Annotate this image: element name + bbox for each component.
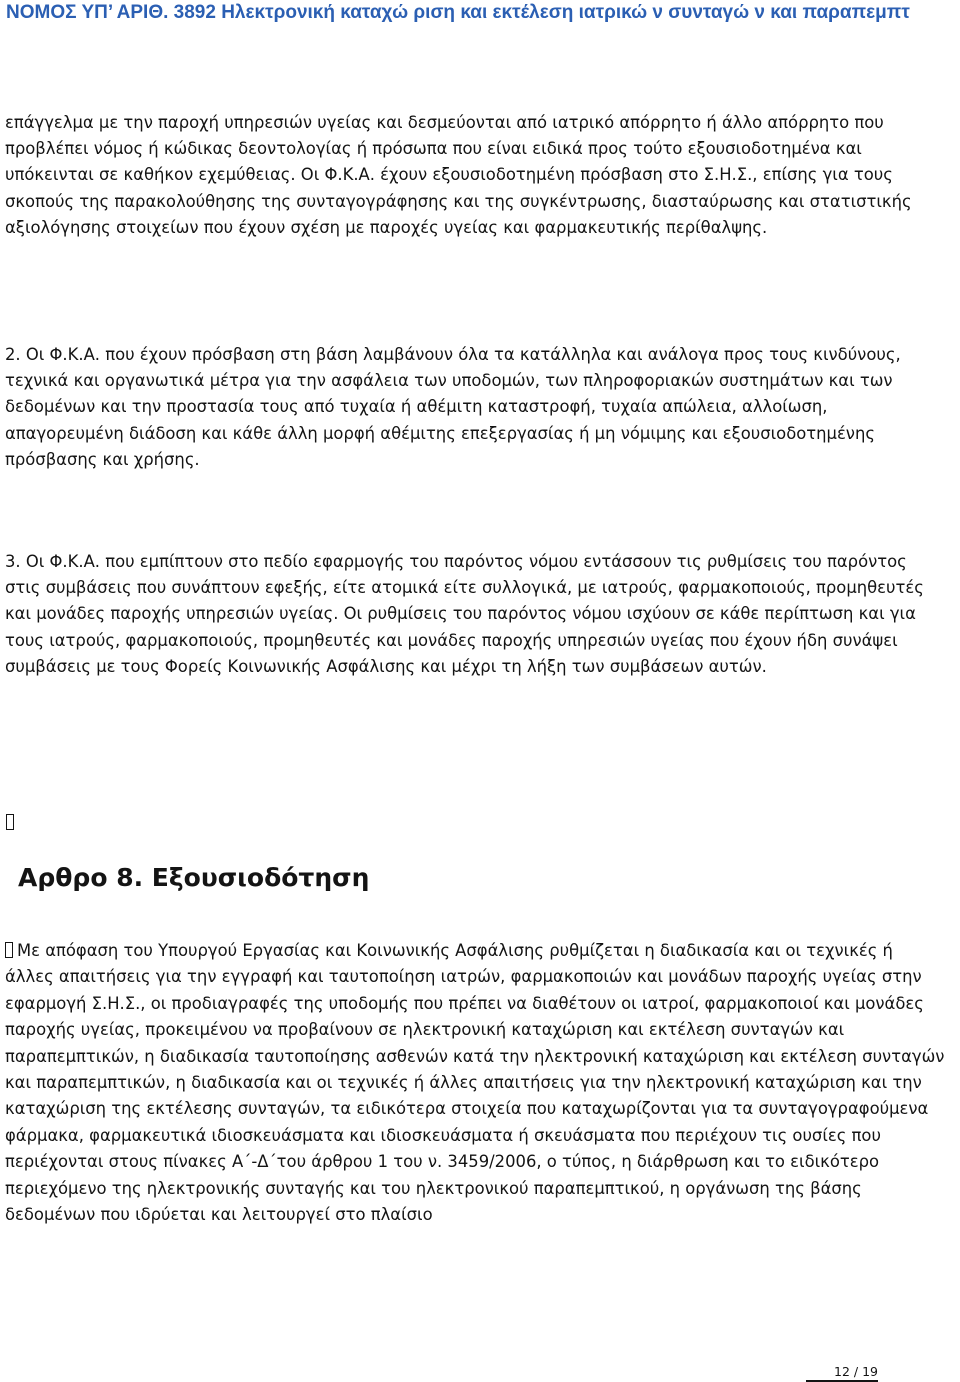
missing-glyph-icon bbox=[6, 814, 14, 830]
document-header bbox=[0, 0, 960, 26]
document-title: ΝΟΜΟΣ ΥΠ’ ΑΡΙΘ. 3892 Ηλεκτρονική καταχώ ριση και εκτέλεση ιατρικώ ν συνταγώ ν και παραπεμπτ bbox=[6, 2, 910, 23]
paragraph-2: 2. Οι Φ.Κ.Α. που έχουν πρόσβαση στη βάση λαμβάνουν όλα τα κατάλληλα και ανάλογα προς τους κινδύνους, τεχνικά και οργανωτικά μέτρα για την ασφάλεια των υποδομών, των πληροφοριακών συστημάτων και των δεδομένων και την προστασία τους από τυχαία ή αθέμιτη καταστροφή, τυχαία απώλεια, αλλοίωση, απαγορευμένη διάδοση και κάθε άλλη μορφή αθέμιτης επεξεργασίας ή μη νόμιμης και εξουσιοδοτημένης πρόσβασης και χρήσης. bbox=[5, 345, 901, 469]
article-8-paragraph bbox=[5, 938, 945, 1228]
article-heading: Αρθρο 8. Εξουσιοδότηση bbox=[18, 863, 370, 892]
paragraph-continuation: επάγγελμα με την παροχή υπηρεσιών υγείας και δεσμεύονται από ιατρικό απόρρητο ή άλλο απόρρητο που προβλέπει νόμος ή κώδικας δεοντολογίας ή πρόσωπα που είναι ειδικά προς τούτο εξουσιοδοτημένα και υπόκεινται σε καθήκον εχεμύθειας. Οι Φ.Κ.Α. έχουν εξουσιοδοτημένη πρόσβαση στο Σ.Η.Σ., επίσης για τους σκοπούς της παρακολούθησης της συνταγογράφησης και της συγκέντρωσης, διασταύρωσης και στατιστικής αξιολόγησης στοιχείων που έχουν σχέση με παροχές υγείας και φαρμακευτικής περίθαλψης. bbox=[5, 113, 912, 237]
missing-glyph-icon bbox=[5, 942, 13, 958]
page-number: 12 / 19 bbox=[834, 1364, 878, 1379]
paragraph-3: 3. Οι Φ.Κ.Α. που εμπίπτουν στο πεδίο εφαρμογής του παρόντος νόμου εντάσσουν τις ρυθμίσεις του παρόντος στις συμβάσεις που συνάπτουν εφεξής, είτε ατομικά είτε συλλογικά, με ιατρούς, φαρμακοποιούς, προμηθευτές και μονάδες παροχής υπηρεσιών υγείας. Οι ρυθμίσεις του παρόντος νόμου ισχύουν σε κάθε περίπτωση και για τους ιατρούς, φαρμακοποιούς, προμηθευτές και μονάδες παροχής υπηρεσιών υγείας που έχουν ήδη συνάψει συμβάσεις με τους Φορείς Κοινωνικής Ασφάλισης και μέχρι τη λήξη των συμβάσεων αυτών. bbox=[5, 552, 924, 676]
article-8-body-text: Με απόφαση του Υπουργού Εργασίας και Κοινωνικής Ασφάλισης ρυθμίζεται η διαδικασία και οι τεχνικές ή άλλες απαιτήσεις για την εγγραφή και ταυτοποίηση ιατρών, φαρμακοποιών και μονάδων παροχής υγείας στην εφαρμογή Σ.Η.Σ., οι προδιαγραφές της υποδομής που πρέπει να διαθέτουν οι ιατροί, φαρμακοποιοί και μονάδες παροχής υγείας, προκειμένου να προβαίνουν σε ηλεκτρονική καταχώριση και εκτέλεση συνταγών και παραπεμπτικών, η διαδικασία ταυτοποίησης ασθενών κατά την ηλεκτρονική καταχώριση και εκτέλεση συνταγών και παραπεμπτικών, η διαδικασία και οι τεχνικές ή άλλες απαιτήσεις για την ηλεκτρονική καταχώριση και την καταχώριση της εκτέλεσης συνταγών, τα ειδικότερα στοιχεία που καταχωρίζονται για τα συνταγογραφούμενα φάρμακα, φαρμακευτικά ιδιοσκευάσματα και ιδιοσκευάσματα ή σκευάσματα που περιέχουν τις ουσίες που περιέχονται στους πίνακες Α΄-Δ΄του άρθρου 1 του ν. 3459/2006, ο τύπος, η διάρθρωση και το ειδικότερο περιεχόμενο της ηλεκτρονικής συνταγής και του ηλεκτρονικού παραπεμπτικού, η οργάνωση της βάσης δεδομένων που ιδρύεται και λειτουργεί στο πλαίσιο bbox=[5, 941, 945, 1225]
